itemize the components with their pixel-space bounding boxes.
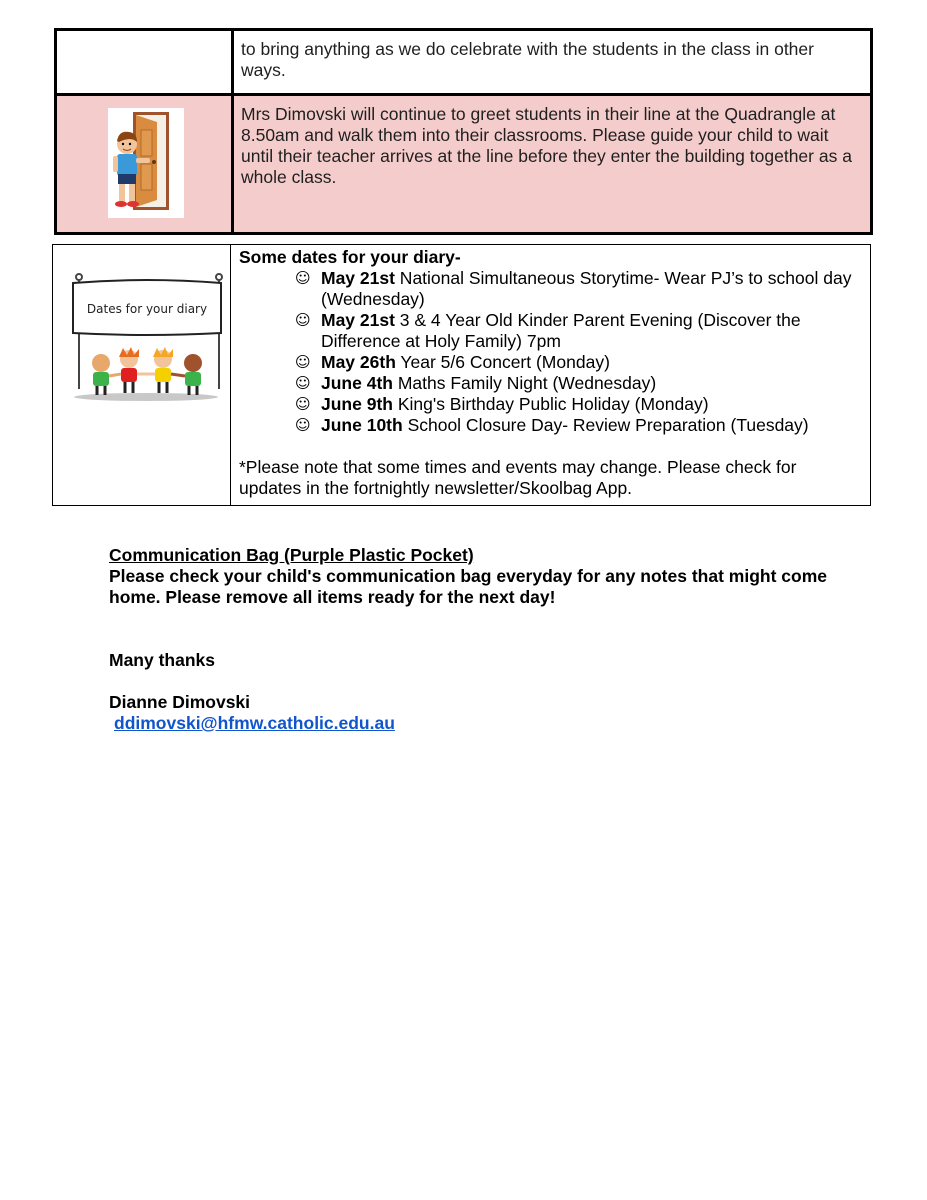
signoff-name: Dianne Dimovski	[109, 692, 251, 712]
list-item	[295, 415, 860, 436]
image-cell	[53, 245, 231, 506]
signoff-thanks: Many thanks	[109, 650, 215, 670]
smiley-icon: ☺	[295, 395, 311, 413]
communication-body: Please check your child's communication bag everyday for any notes that might come home. Please remove all items ready for the next day!	[109, 566, 827, 607]
smiley-icon: ☺	[295, 311, 311, 329]
event-description: Maths Family Night (Wednesday)	[392, 373, 657, 393]
info-table	[54, 28, 873, 235]
dates-table	[52, 244, 871, 506]
list-item	[295, 310, 860, 352]
smiley-icon: ☺	[295, 269, 311, 287]
event-description: School Closure Day- Review Preparation (Tuesday)	[402, 415, 809, 435]
dates-list	[239, 268, 860, 436]
event-description: National Simultaneous Storytime- Wear PJ’s to school day (Wednesday)	[321, 268, 852, 309]
table-row	[56, 30, 872, 95]
table-cell-text: to bring anything as we do celebrate with the students in the class in other ways.	[233, 30, 872, 95]
event-date: May 26th	[321, 352, 396, 372]
sign-text: Dates for your diary	[86, 302, 208, 316]
smiley-icon: ☺	[295, 416, 311, 434]
event-description: 3 & 4 Year Old Kinder Parent Evening (Discover the Difference at Holy Family) 7pm	[321, 310, 801, 351]
table-row	[56, 95, 872, 234]
event-description: Year 5/6 Concert (Monday)	[395, 352, 610, 372]
dates-note: *Please note that some times and events may change. Please check for updates in the fortnightly newsletter/Skoolbag App.	[239, 457, 797, 498]
table-cell-text: Mrs Dimovski will continue to greet students in their line at the Quadrangle at 8.50am and walk them into their classrooms. Please guide your child to wait until their teacher arrives at the line before they enter the building together as a whole class.	[233, 95, 872, 234]
dates-heading: Some dates for your diary-	[239, 247, 461, 267]
table-row	[53, 245, 871, 506]
boy-at-door-illustration	[57, 96, 227, 224]
event-date: June 4th	[321, 373, 393, 393]
dates-for-your-diary-illustration	[53, 245, 230, 500]
list-item	[295, 352, 860, 373]
communication-title: Communication Bag (Purple Plastic Pocket)	[109, 545, 474, 565]
list-item	[295, 268, 860, 310]
event-description: King's Birthday Public Holiday (Monday)	[392, 394, 709, 414]
dates-cell	[231, 245, 871, 506]
list-item	[295, 394, 860, 415]
event-date: May 21st	[321, 310, 395, 330]
event-date: May 21st	[321, 268, 395, 288]
event-date: June 10th	[321, 415, 403, 435]
empty-cell	[56, 30, 233, 95]
email-link[interactable]: ddimovski@hfmw.catholic.edu.au	[114, 713, 395, 733]
image-cell	[56, 95, 233, 234]
event-date: June 9th	[321, 394, 393, 414]
smiley-icon: ☺	[295, 353, 311, 371]
smiley-icon: ☺	[295, 374, 311, 392]
list-item	[295, 373, 860, 394]
